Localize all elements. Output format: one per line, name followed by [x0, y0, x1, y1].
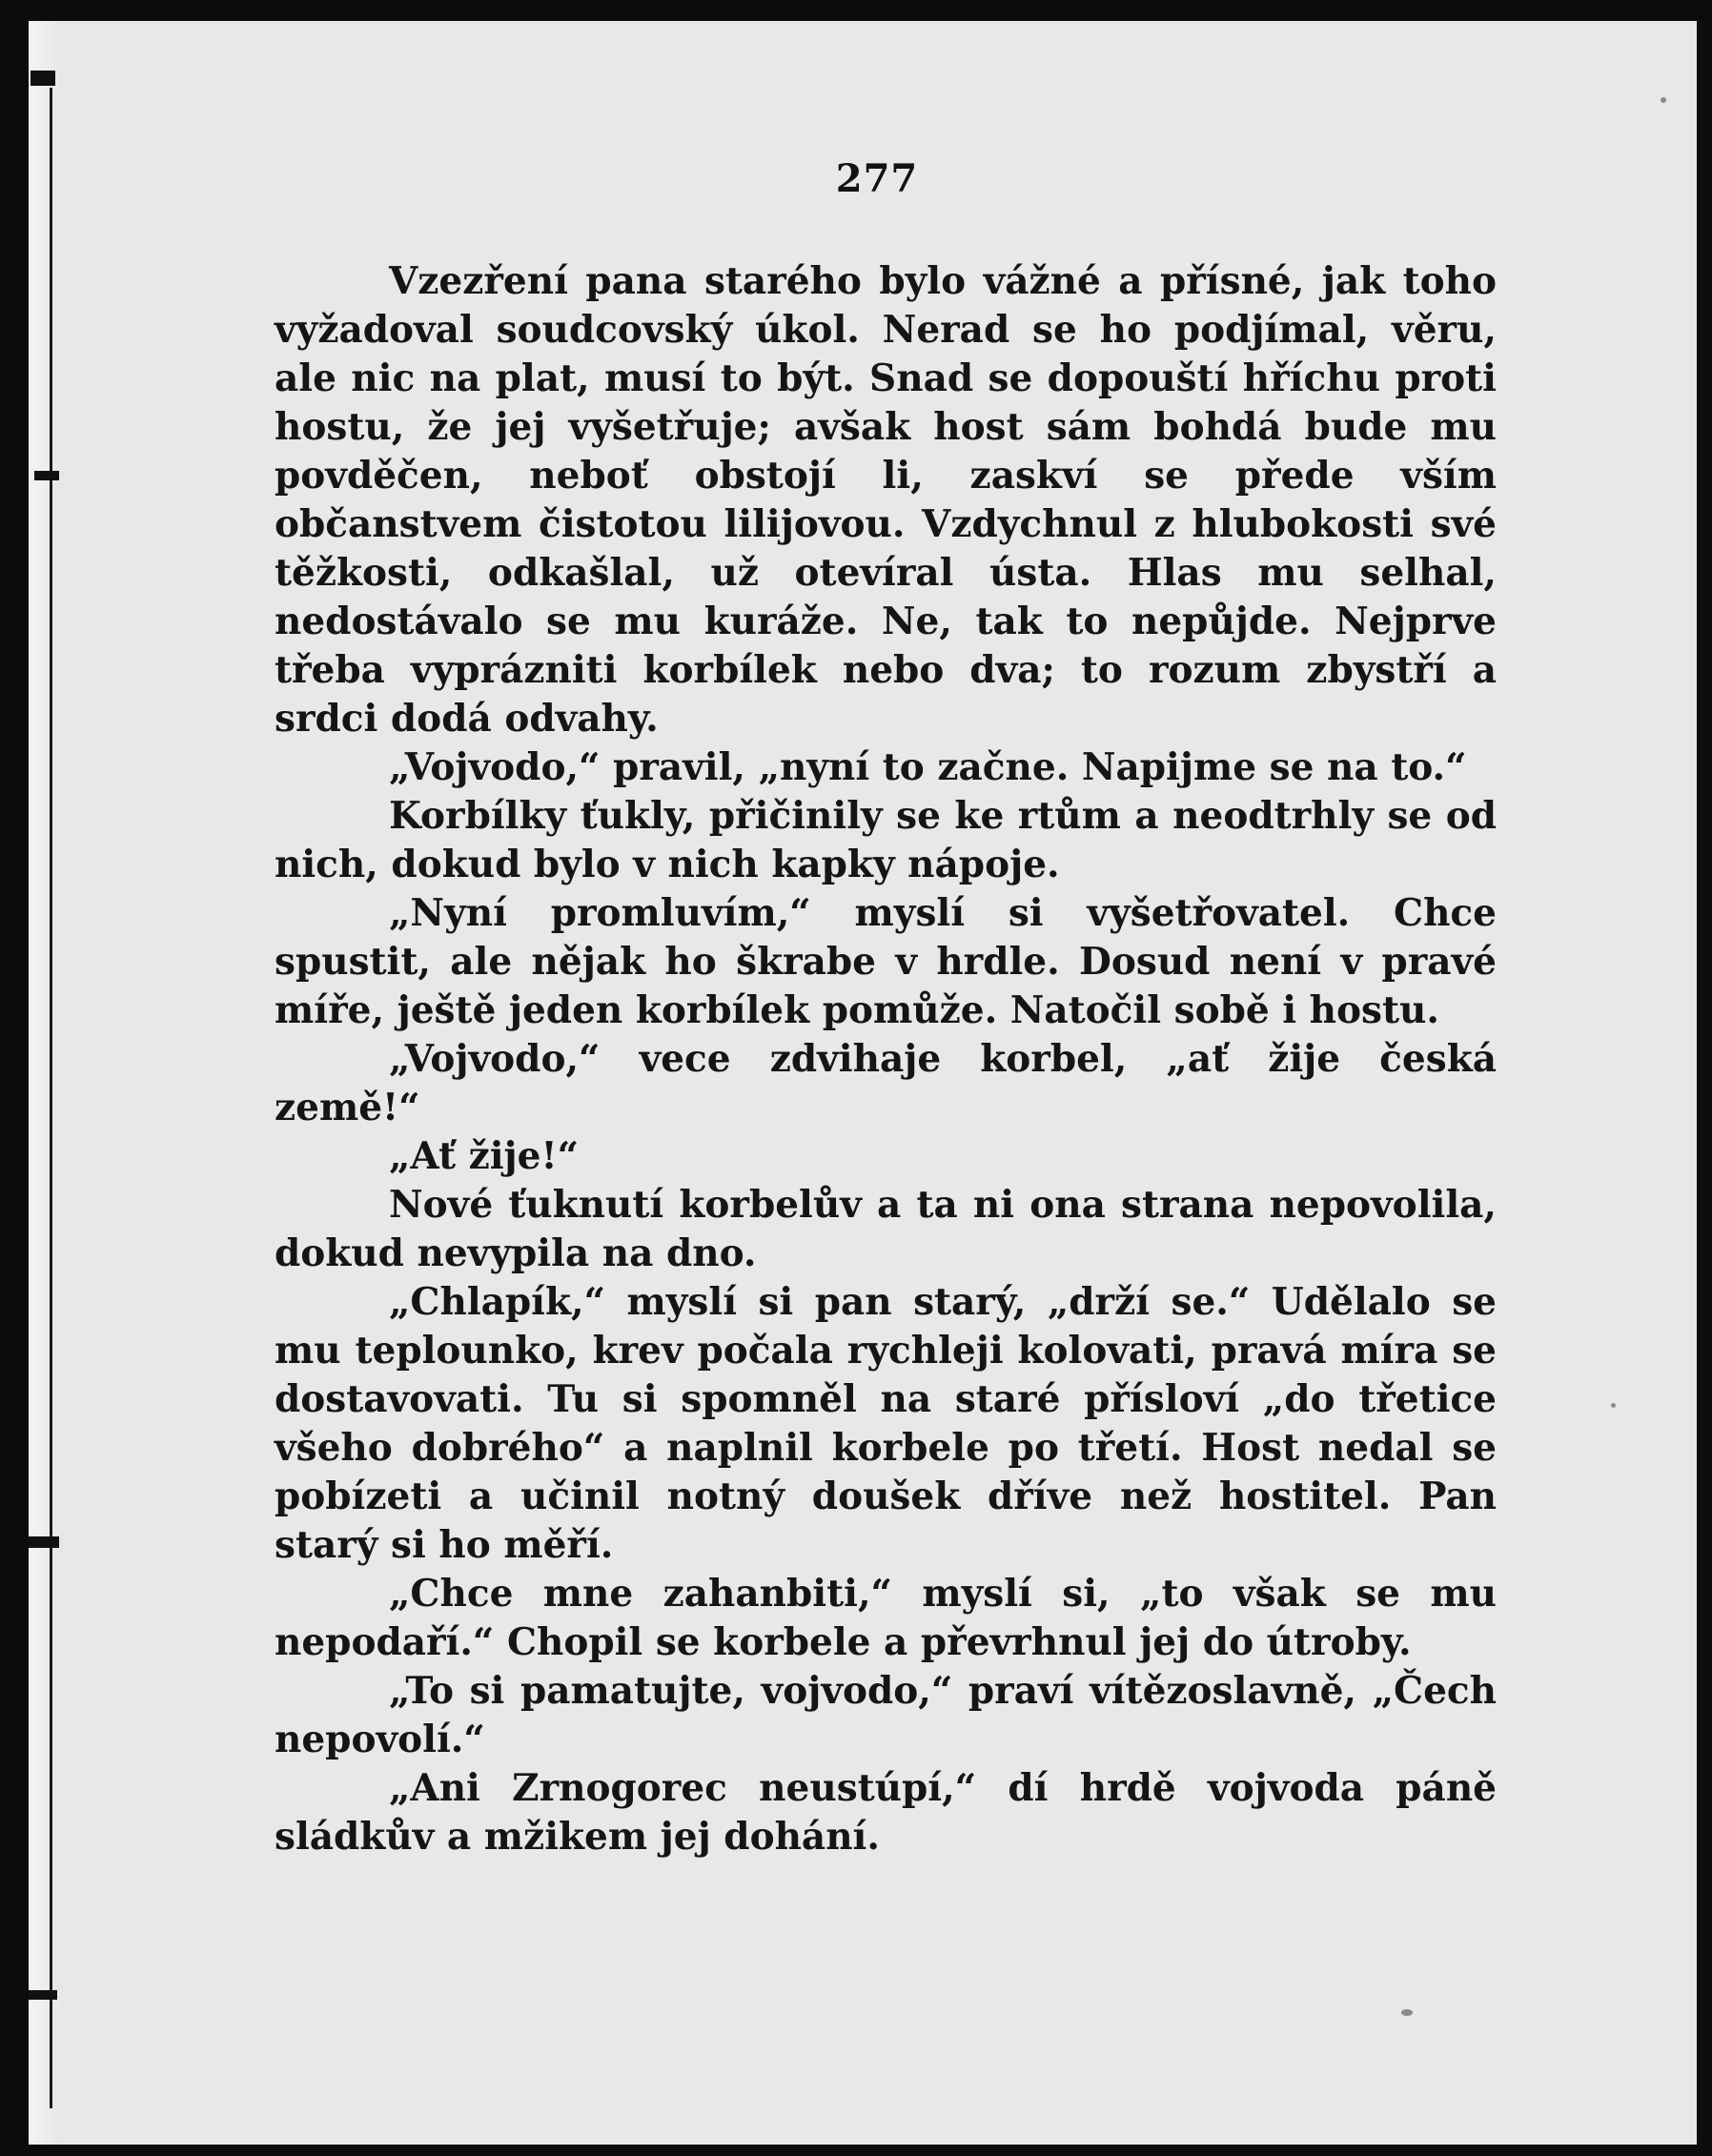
binding-mark: [31, 71, 55, 86]
binding-mark: [29, 1990, 57, 2000]
paper-speck: [1401, 2009, 1413, 2016]
binding-edge: [29, 21, 63, 2145]
scanned-page: [29, 21, 1697, 2145]
paragraph: „Vojvodo,“ vece zdvihaje korbel, „ať žije česká země!“: [275, 1037, 1497, 1129]
paragraph: „To si pamatujte, vojvodo,“ praví vítězoslavně, „Čech nepovolí.“: [275, 1669, 1497, 1761]
paragraph: „Chlapík,“ myslí si pan starý, „drží se.“ Udělalo se mu teplounko, krev počala rychleji kolovati, pravá míra se dostavovati. Tu si spomněl na staré přísloví „do třetice všeho dobrého“ a naplnil korbele po třetí. Host nedal se pobízeti a učinil notný doušek dříve než hostitel. Pan starý si ho měří.: [275, 1280, 1497, 1567]
paragraph: „Ať žije!“: [389, 1134, 580, 1178]
paper-speck: [1611, 1403, 1616, 1408]
paragraph: Vzezření pana starého bylo vážné a přísné, jak toho vyžadoval soudcovský úkol. Nerad se ho podjímal, věru, ale nic na plat, musí to být. Snad se dopouští hříchu proti hostu, že jej vyšetřuje; avšak host sám bohdá bude mu povděčen, neboť obstojí li, zaskví se přede vším občanstvem čistotou lilijovou. Vzdychnul z hlubokosti své těžkosti, odkašlal, už otevíral ústa. Hlas mu selhal, nedostávalo se mu kuráže. Ne, tak to nepůjde. Nejprve třeba vyprázniti korbílek nebo dva; to rozum zbystří a srdci dodá odvahy.: [275, 259, 1497, 741]
paragraph: „Vojvodo,“ pravil, „nyní to začne. Napijme se na to.“: [389, 745, 1467, 789]
paragraph: Nové ťuknutí korbelův a ta ni ona strana nepovolila, dokud nevypila na dno.: [275, 1183, 1497, 1275]
paragraph: „Ani Zrnogorec neustúpí,“ dí hrdě vojvoda páně sládkův a mžikem jej dohání.: [275, 1766, 1497, 1859]
binding-line: [50, 88, 52, 2108]
page-number: 277: [835, 156, 919, 201]
binding-mark: [29, 1536, 59, 1548]
binding-mark: [34, 471, 59, 480]
body-text: [275, 257, 1497, 1861]
paragraph: Korbílky ťukly, přičinily se ke rtům a neodtrhly se od nich, dokud bylo v nich kapky nápoje.: [275, 794, 1497, 886]
paragraph: „Nyní promluvím,“ myslí si vyšetřovatel. Chce spustit, ale nějak ho škrabe v hrdle. Dosud není v pravé míře, ještě jeden korbílek pomůže. Natočil sobě i hostu.: [275, 891, 1497, 1032]
paper-speck: [1661, 97, 1666, 103]
paragraph: „Chce mne zahanbiti,“ myslí si, „to však se mu nepodaří.“ Chopil se korbele a převrhnul jej do útroby.: [275, 1572, 1497, 1664]
